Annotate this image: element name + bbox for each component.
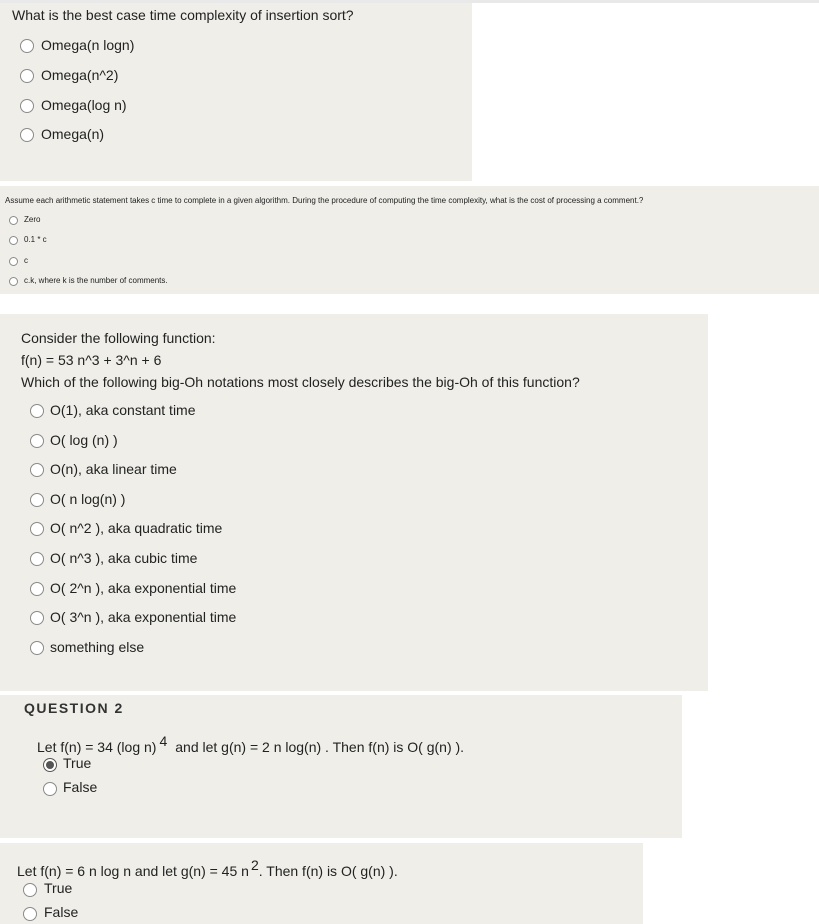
- question-heading: QUESTION 2: [24, 700, 124, 716]
- radio-button[interactable]: [20, 99, 34, 113]
- option-label[interactable]: True: [63, 755, 92, 771]
- question-panel-question-2: [0, 695, 682, 838]
- radio-button[interactable]: [30, 463, 44, 477]
- option-label[interactable]: O( n^2 ), aka quadratic time: [50, 520, 223, 536]
- radio-button[interactable]: [9, 236, 18, 245]
- radio-button[interactable]: [23, 907, 37, 921]
- option-label[interactable]: O( 3^n ), aka exponential time: [50, 609, 237, 625]
- radio-button[interactable]: [30, 522, 44, 536]
- radio-button[interactable]: [43, 782, 57, 796]
- option-label[interactable]: Omega(log n): [41, 97, 127, 113]
- radio-button[interactable]: [20, 39, 34, 53]
- radio-button[interactable]: [20, 128, 34, 142]
- radio-button[interactable]: [30, 404, 44, 418]
- option-label[interactable]: O(1), aka constant time: [50, 402, 196, 418]
- option-label[interactable]: Zero: [24, 215, 41, 224]
- question-statement: [17, 857, 398, 879]
- option-label[interactable]: O(n), aka linear time: [50, 461, 177, 477]
- option-label[interactable]: c.k, where k is the number of comments.: [24, 276, 168, 285]
- statement-part: and let g(n) = 2 n log(n) . Then f(n) is O( g(n) ).: [175, 739, 465, 755]
- radio-button[interactable]: [30, 493, 44, 507]
- question-prompt: Assume each arithmetic statement takes c time to complete in a given algorithm. During the procedure of computing the time complexity, what is the cost of processing a comment.?: [5, 196, 644, 205]
- question-panel-comment-cost: [0, 186, 819, 294]
- exponent: 4: [159, 733, 168, 749]
- option-label[interactable]: False: [63, 779, 98, 795]
- option-label[interactable]: O( 2^n ), aka exponential time: [50, 580, 237, 596]
- option-label[interactable]: Omega(n^2): [41, 67, 119, 83]
- function-definition: f(n) = 53 n^3 + 3^n + 6: [21, 352, 162, 368]
- radio-button[interactable]: [30, 552, 44, 566]
- option-label[interactable]: False: [44, 904, 79, 920]
- question-panel-big-oh: [0, 314, 708, 691]
- option-label[interactable]: 0.1 * c: [24, 235, 47, 244]
- radio-button-selected[interactable]: [43, 758, 57, 772]
- radio-button[interactable]: [30, 611, 44, 625]
- radio-button[interactable]: [9, 257, 18, 266]
- radio-button[interactable]: [30, 641, 44, 655]
- option-label[interactable]: O( n log(n) ): [50, 491, 126, 507]
- option-label[interactable]: O( n^3 ), aka cubic time: [50, 550, 198, 566]
- statement-part: Let f(n) = 34 (log n): [37, 739, 157, 755]
- option-label[interactable]: True: [44, 880, 73, 896]
- radio-button[interactable]: [30, 582, 44, 596]
- option-label[interactable]: Omega(n): [41, 126, 105, 142]
- question-panel-nlogn: [0, 843, 643, 924]
- option-label[interactable]: c: [24, 256, 28, 265]
- question-statement: [37, 733, 465, 755]
- radio-button[interactable]: [23, 883, 37, 897]
- option-label[interactable]: Omega(n logn): [41, 37, 135, 53]
- radio-button[interactable]: [20, 69, 34, 83]
- radio-button[interactable]: [30, 434, 44, 448]
- question-panel-insertion-sort: [0, 3, 472, 181]
- radio-button[interactable]: [9, 277, 18, 286]
- question-prompt: What is the best case time complexity of insertion sort?: [12, 7, 354, 23]
- option-label[interactable]: something else: [50, 639, 145, 655]
- option-label[interactable]: O( log (n) ): [50, 432, 118, 448]
- exponent: 2: [250, 857, 259, 873]
- statement-part: Let f(n) = 6 n log n and let g(n) = 45 n: [17, 863, 249, 879]
- statement-part: . Then f(n) is O( g(n) ).: [258, 863, 398, 879]
- question-intro: Consider the following function:: [21, 330, 216, 346]
- question-prompt: Which of the following big-Oh notations most closely describes the big-Oh of this function?: [21, 374, 580, 390]
- radio-button[interactable]: [9, 216, 18, 225]
